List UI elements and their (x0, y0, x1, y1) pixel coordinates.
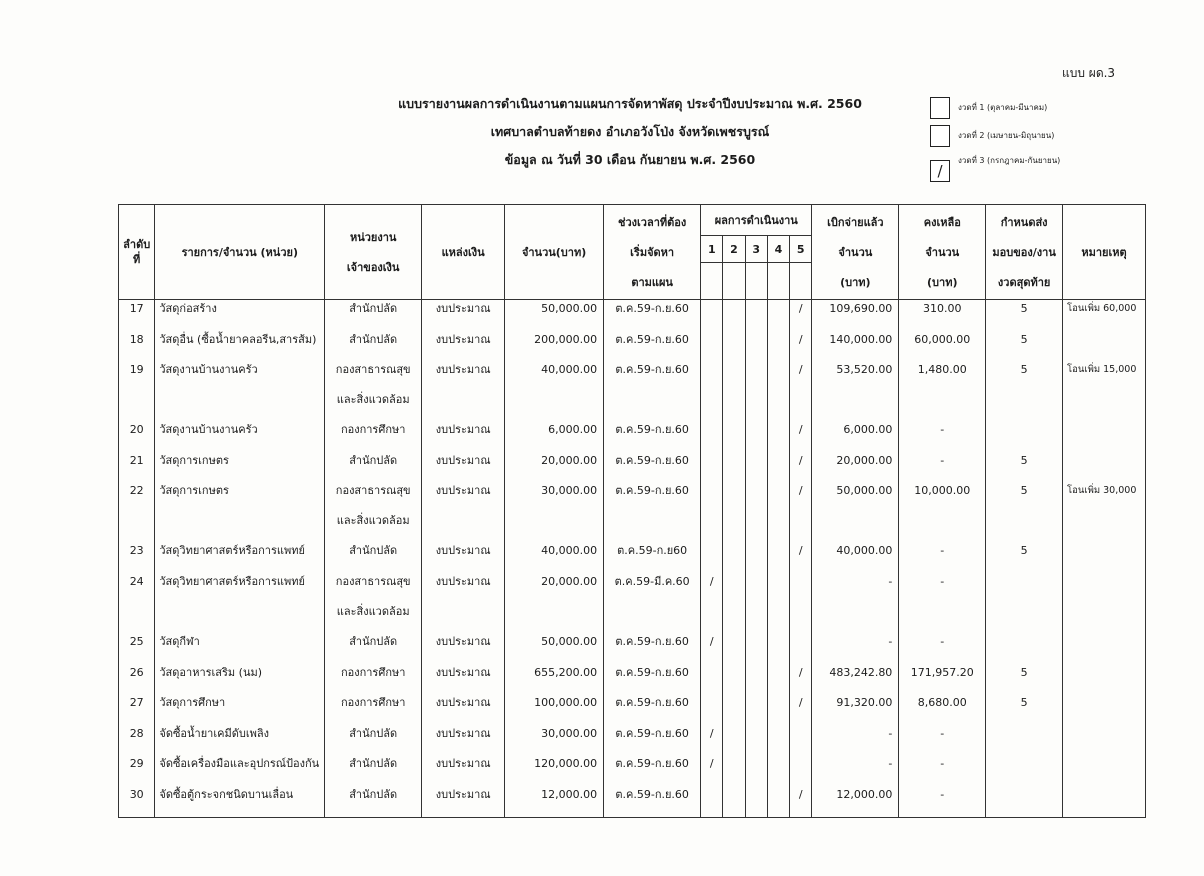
row-no: 30 (119, 786, 155, 817)
row-step-3-mark (745, 300, 767, 331)
row-balance: 60,000.00 (899, 331, 986, 362)
row-amount: 12,000.00 (505, 786, 604, 817)
row-source: งบประมาณ (422, 725, 505, 756)
row-step-3-mark (745, 542, 767, 573)
row-period: ต.ค.59-ก.ย.60 (604, 361, 701, 421)
row-balance: 171,957.20 (899, 664, 986, 695)
row-delivery (986, 786, 1063, 817)
row-owner-line1: สำนักปลัด (349, 757, 398, 771)
row-step-4-mark (767, 361, 789, 421)
row-remark (1063, 573, 1146, 633)
table-body (119, 300, 1146, 818)
row-step-3-mark (745, 482, 767, 542)
row-step-1-mark (701, 361, 723, 421)
row-step-5-mark: / (790, 786, 812, 817)
row-delivery: 5 (986, 694, 1063, 725)
row-item: วัสดุกีฬา (155, 633, 325, 664)
row-step-5-mark: / (790, 421, 812, 452)
row-step-4-mark (767, 694, 789, 725)
quarter-checkbox[interactable]: / (930, 160, 950, 182)
row-paid: - (812, 755, 899, 786)
row-source: งบประมาณ (422, 573, 505, 633)
row-amount: 200,000.00 (505, 331, 604, 362)
row-step-5-mark: / (790, 452, 812, 483)
row-delivery (986, 421, 1063, 452)
row-step-2-mark (723, 542, 745, 573)
row-paid: 50,000.00 (812, 482, 899, 542)
row-owner (325, 664, 422, 695)
row-item: วัสดุก่อสร้าง (155, 300, 325, 331)
row-step-2-mark (723, 421, 745, 452)
row-no: 18 (119, 331, 155, 362)
row-owner-line1: สำนักปลัด (349, 302, 398, 315)
row-paid: 91,320.00 (812, 694, 899, 725)
row-amount: 50,000.00 (505, 633, 604, 664)
row-item: วัสดุงานบ้านงานครัว (155, 421, 325, 452)
row-item: วัสดุอื่น (ซื้อน้ำยาคลอรีน,สารส้ม) (155, 331, 325, 362)
row-owner-line2: และสิ่งแวดล้อม (336, 514, 410, 528)
row-item: วัสดุการศึกษา (155, 694, 325, 725)
row-source: งบประมาณ (422, 633, 505, 664)
row-item: วัสดุการเกษตร (155, 482, 325, 542)
row-no: 21 (119, 452, 155, 483)
row-amount: 120,000.00 (505, 755, 604, 786)
row-step-3-mark (745, 694, 767, 725)
quarter-label: งวดที่ 3 (กรกฎาคม-กันยายน) (958, 156, 1061, 165)
table-row (119, 755, 1146, 786)
row-owner-line2: และสิ่งแวดล้อม (336, 393, 410, 407)
row-step-3-mark (745, 573, 767, 633)
row-no: 27 (119, 694, 155, 725)
row-step-4-mark (767, 300, 789, 331)
row-delivery: 5 (986, 452, 1063, 483)
row-owner-line2: และสิ่งแวดล้อม (336, 604, 410, 618)
row-step-2-mark (723, 755, 745, 786)
row-period: ต.ค.59-ก.ย60 (604, 542, 701, 573)
header-step-5: 5 (790, 236, 812, 263)
report-organization: เทศบาลตำบลท้ายดง อำเภอวังโป่ง จังหวัดเพชรบูรณ์ (490, 124, 770, 139)
quarter-label: งวดที่ 2 (เมษายน-มิถุนายน) (958, 131, 1055, 140)
report-date: ข้อมูล ณ วันที่ 30 เดือน กันยายน พ.ศ. 2560 (504, 152, 756, 167)
row-paid: - (812, 633, 899, 664)
header-owner: หน่วยงาน เจ้าของเงิน (325, 205, 422, 300)
row-step-1-mark: / (701, 573, 723, 633)
row-item: วัสดุงานบ้านงานครัว (155, 361, 325, 421)
row-remark: โอนเพิ่ม 30,000 (1063, 482, 1146, 542)
row-owner (325, 694, 422, 725)
row-no: 28 (119, 725, 155, 756)
table-row (119, 421, 1146, 452)
row-owner (325, 786, 422, 817)
row-step-3-mark (745, 725, 767, 756)
row-step-2-mark (723, 725, 745, 756)
row-step-5-mark (790, 633, 812, 664)
row-owner-line1: กองสาธารณสุข (335, 484, 411, 498)
row-owner-line1: กองการศึกษา (340, 696, 406, 710)
row-amount: 40,000.00 (505, 542, 604, 573)
form-code: แบบ ผด.3 (1062, 66, 1116, 80)
row-step-5-mark (790, 725, 812, 756)
row-delivery (986, 633, 1063, 664)
row-delivery (986, 725, 1063, 756)
row-step-3-mark (745, 786, 767, 817)
row-amount: 655,200.00 (505, 664, 604, 695)
row-amount: 20,000.00 (505, 452, 604, 483)
row-remark (1063, 694, 1146, 725)
row-no: 25 (119, 633, 155, 664)
row-delivery (986, 573, 1063, 633)
row-owner-line1: สำนักปลัด (349, 634, 398, 648)
row-source: งบประมาณ (422, 786, 505, 817)
row-no: 24 (119, 573, 155, 633)
row-period: ต.ค.59-ก.ย.60 (604, 633, 701, 664)
row-source: งบประมาณ (422, 694, 505, 725)
row-step-5-mark: / (790, 361, 812, 421)
row-balance: 310.00 (899, 300, 986, 331)
row-remark (1063, 664, 1146, 695)
row-owner-line1: สำนักปลัด (349, 544, 398, 558)
row-period: ต.ค.59-ก.ย.60 (604, 786, 701, 817)
row-balance: 1,480.00 (899, 361, 986, 421)
row-period: ต.ค.59-ก.ย.60 (604, 725, 701, 756)
row-period: ต.ค.59-ก.ย.60 (604, 421, 701, 452)
row-owner-line1: สำนักปลัด (349, 726, 398, 740)
row-period: ต.ค.59-ก.ย.60 (604, 300, 701, 331)
row-no: 29 (119, 755, 155, 786)
row-remark (1063, 331, 1146, 362)
row-balance: - (899, 452, 986, 483)
row-source: งบประมาณ (422, 421, 505, 452)
row-remark (1063, 633, 1146, 664)
row-step-2-mark (723, 361, 745, 421)
row-amount: 40,000.00 (505, 361, 604, 421)
table-row (119, 542, 1146, 573)
row-item: จัดซื้อน้ำยาเคมีดับเพลิง (155, 725, 325, 756)
header-step-5-body (790, 263, 812, 300)
quarter-checkbox[interactable] (930, 97, 950, 119)
row-amount: 30,000.00 (505, 725, 604, 756)
row-step-5-mark: / (790, 300, 812, 331)
header-item: รายการ/จำนวน (หน่วย) (155, 205, 325, 300)
table-row (119, 786, 1146, 817)
row-step-5-mark: / (790, 694, 812, 725)
row-step-2-mark (723, 331, 745, 362)
row-amount: 20,000.00 (505, 573, 604, 633)
row-paid: 6,000.00 (812, 421, 899, 452)
header-period: ช่วงเวลาที่ต้อง เริ่มจัดหา ตามแผน (604, 205, 701, 300)
row-delivery: 5 (986, 482, 1063, 542)
row-step-1-mark: / (701, 633, 723, 664)
header-amount: จำนวน(บาท) (505, 205, 604, 300)
row-delivery: 5 (986, 664, 1063, 695)
row-balance: - (899, 786, 986, 817)
row-step-4-mark (767, 452, 789, 483)
row-delivery: 5 (986, 542, 1063, 573)
row-step-2-mark (723, 573, 745, 633)
row-remark (1063, 452, 1146, 483)
row-step-4-mark (767, 786, 789, 817)
row-step-4-mark (767, 542, 789, 573)
row-step-2-mark (723, 452, 745, 483)
row-balance: - (899, 633, 986, 664)
table-row (119, 694, 1146, 725)
row-item: วัสดุวิทยาศาสตร์หรือการแพทย์ (155, 573, 325, 633)
header-remark: หมายเหตุ (1063, 205, 1146, 300)
header-balance: คงเหลือ จำนวน (บาท) (899, 205, 986, 300)
row-source: งบประมาณ (422, 482, 505, 542)
row-step-4-mark (767, 633, 789, 664)
header-no: ลำดับ ที่ (119, 205, 155, 300)
header-step-1-body (701, 263, 723, 300)
row-remark (1063, 421, 1146, 452)
table-row (119, 331, 1146, 362)
row-paid: 20,000.00 (812, 452, 899, 483)
row-step-2-mark (723, 786, 745, 817)
row-remark (1063, 542, 1146, 573)
row-no: 26 (119, 664, 155, 695)
row-step-5-mark: / (790, 542, 812, 573)
row-owner (325, 361, 422, 421)
row-owner (325, 421, 422, 452)
row-step-3-mark (745, 755, 767, 786)
table-row (119, 664, 1146, 695)
row-no: 17 (119, 300, 155, 331)
row-delivery: 5 (986, 331, 1063, 362)
header-step-3: 3 (745, 236, 767, 263)
row-step-4-mark (767, 664, 789, 695)
row-owner (325, 633, 422, 664)
row-owner-line1: สำนักปลัด (349, 332, 398, 346)
row-delivery: 5 (986, 300, 1063, 331)
row-step-1-mark (701, 694, 723, 725)
row-step-4-mark (767, 421, 789, 452)
row-owner (325, 542, 422, 573)
row-item: วัสดุอาหารเสริม (นม) (155, 664, 325, 695)
header-step-4-body (767, 263, 789, 300)
row-balance: - (899, 573, 986, 633)
row-paid: - (812, 725, 899, 756)
row-period: ต.ค.59-ก.ย.60 (604, 331, 701, 362)
row-step-3-mark (745, 361, 767, 421)
row-delivery: 5 (986, 361, 1063, 421)
row-owner (325, 300, 422, 331)
row-source: งบประมาณ (422, 452, 505, 483)
row-remark (1063, 755, 1146, 786)
row-step-5-mark: / (790, 664, 812, 695)
row-paid: 12,000.00 (812, 786, 899, 817)
row-item: จัดซื้อตู้กระจกชนิดบานเลื่อน (155, 786, 325, 817)
header-paid: เบิกจ่ายแล้ว จำนวน (บาท) (812, 205, 899, 300)
table-row (119, 573, 1146, 633)
row-balance: - (899, 421, 986, 452)
row-owner-line1: กองการศึกษา (340, 423, 406, 437)
row-step-3-mark (745, 331, 767, 362)
header-source: แหล่งเงิน (422, 205, 505, 300)
row-paid: 53,520.00 (812, 361, 899, 421)
row-balance: 8,680.00 (899, 694, 986, 725)
row-period: ต.ค.59-ก.ย.60 (604, 482, 701, 542)
row-paid: 109,690.00 (812, 300, 899, 331)
row-remark: โอนเพิ่ม 60,000 (1063, 300, 1146, 331)
row-step-1-mark (701, 664, 723, 695)
row-step-3-mark (745, 421, 767, 452)
row-item: วัสดุวิทยาศาสตร์หรือการแพทย์ (155, 542, 325, 573)
header-step-3-body (745, 263, 767, 300)
row-paid: 140,000.00 (812, 331, 899, 362)
header-step-1: 1 (701, 236, 723, 263)
row-amount: 6,000.00 (505, 421, 604, 452)
row-step-5-mark: / (790, 331, 812, 362)
row-period: ต.ค.59-ก.ย.60 (604, 694, 701, 725)
row-period: ต.ค.59-ก.ย.60 (604, 755, 701, 786)
row-step-2-mark (723, 482, 745, 542)
row-step-1-mark (701, 452, 723, 483)
header-progress: ผลการดำเนินงาน (701, 205, 812, 236)
row-step-1-mark (701, 482, 723, 542)
row-step-4-mark (767, 331, 789, 362)
header-delivery: กำหนดส่ง มอบของ/งาน งวดสุดท้าย (986, 205, 1063, 300)
row-step-4-mark (767, 725, 789, 756)
row-step-3-mark (745, 452, 767, 483)
row-step-2-mark (723, 633, 745, 664)
row-owner-line1: กองการศึกษา (340, 665, 406, 679)
row-owner (325, 755, 422, 786)
table-row (119, 452, 1146, 483)
row-owner-line1: กองสาธารณสุข (335, 363, 411, 377)
row-step-3-mark (745, 664, 767, 695)
quarter-label: งวดที่ 1 (ตุลาคม-มีนาคม) (958, 103, 1048, 112)
table-header (119, 205, 1146, 300)
quarter-checkbox[interactable] (930, 125, 950, 147)
row-step-5-mark: / (790, 482, 812, 542)
row-step-2-mark (723, 300, 745, 331)
row-amount: 100,000.00 (505, 694, 604, 725)
row-step-5-mark (790, 573, 812, 633)
row-owner-line1: สำนักปลัด (349, 453, 398, 467)
row-remark: โอนเพิ่ม 15,000 (1063, 361, 1146, 421)
row-owner-line1: กองสาธารณสุข (335, 574, 411, 588)
row-step-2-mark (723, 664, 745, 695)
report-title-block (330, 90, 930, 174)
row-item: จัดซื้อเครื่องมือและอุปกรณ์ป้องกัน (155, 755, 325, 786)
row-balance: - (899, 542, 986, 573)
header-step-2: 2 (723, 236, 745, 263)
row-owner-line1: สำนักปลัด (349, 787, 398, 801)
row-period: ต.ค.59-ก.ย.60 (604, 452, 701, 483)
row-owner (325, 482, 422, 542)
row-source: งบประมาณ (422, 331, 505, 362)
row-remark (1063, 725, 1146, 756)
row-no: 22 (119, 482, 155, 542)
table-row (119, 361, 1146, 421)
row-item: วัสดุการเกษตร (155, 452, 325, 483)
row-balance: - (899, 725, 986, 756)
row-step-1-mark (701, 421, 723, 452)
row-remark (1063, 786, 1146, 817)
row-step-1-mark: / (701, 725, 723, 756)
row-step-1-mark (701, 542, 723, 573)
table-row (119, 300, 1146, 331)
row-owner (325, 573, 422, 633)
row-amount: 30,000.00 (505, 482, 604, 542)
row-source: งบประมาณ (422, 664, 505, 695)
row-source: งบประมาณ (422, 542, 505, 573)
row-no: 20 (119, 421, 155, 452)
row-delivery (986, 755, 1063, 786)
row-period: ต.ค.59-ก.ย.60 (604, 664, 701, 695)
row-paid: 40,000.00 (812, 542, 899, 573)
row-step-4-mark (767, 482, 789, 542)
row-step-3-mark (745, 633, 767, 664)
row-step-5-mark (790, 755, 812, 786)
row-balance: - (899, 755, 986, 786)
row-no: 19 (119, 361, 155, 421)
row-source: งบประมาณ (422, 755, 505, 786)
row-source: งบประมาณ (422, 361, 505, 421)
table-row (119, 482, 1146, 542)
row-owner (325, 452, 422, 483)
row-step-1-mark (701, 331, 723, 362)
row-owner (325, 725, 422, 756)
table-row (119, 725, 1146, 756)
row-balance: 10,000.00 (899, 482, 986, 542)
row-period: ต.ค.59-มี.ค.60 (604, 573, 701, 633)
row-step-1-mark: / (701, 755, 723, 786)
row-step-1-mark (701, 300, 723, 331)
row-step-4-mark (767, 573, 789, 633)
report-title: แบบรายงานผลการดำเนินงานตามแผนการจัดหาพัสดุ ประจำปีงบประมาณ พ.ศ. 2560 (398, 96, 862, 111)
header-step-2-body (723, 263, 745, 300)
row-step-4-mark (767, 755, 789, 786)
row-paid: 483,242.80 (812, 664, 899, 695)
row-paid: - (812, 573, 899, 633)
row-no: 23 (119, 542, 155, 573)
row-step-1-mark (701, 786, 723, 817)
procurement-report-table (118, 204, 1146, 818)
row-step-2-mark (723, 694, 745, 725)
row-source: งบประมาณ (422, 300, 505, 331)
header-step-4: 4 (767, 236, 789, 263)
table-row (119, 633, 1146, 664)
row-amount: 50,000.00 (505, 300, 604, 331)
row-owner (325, 331, 422, 362)
